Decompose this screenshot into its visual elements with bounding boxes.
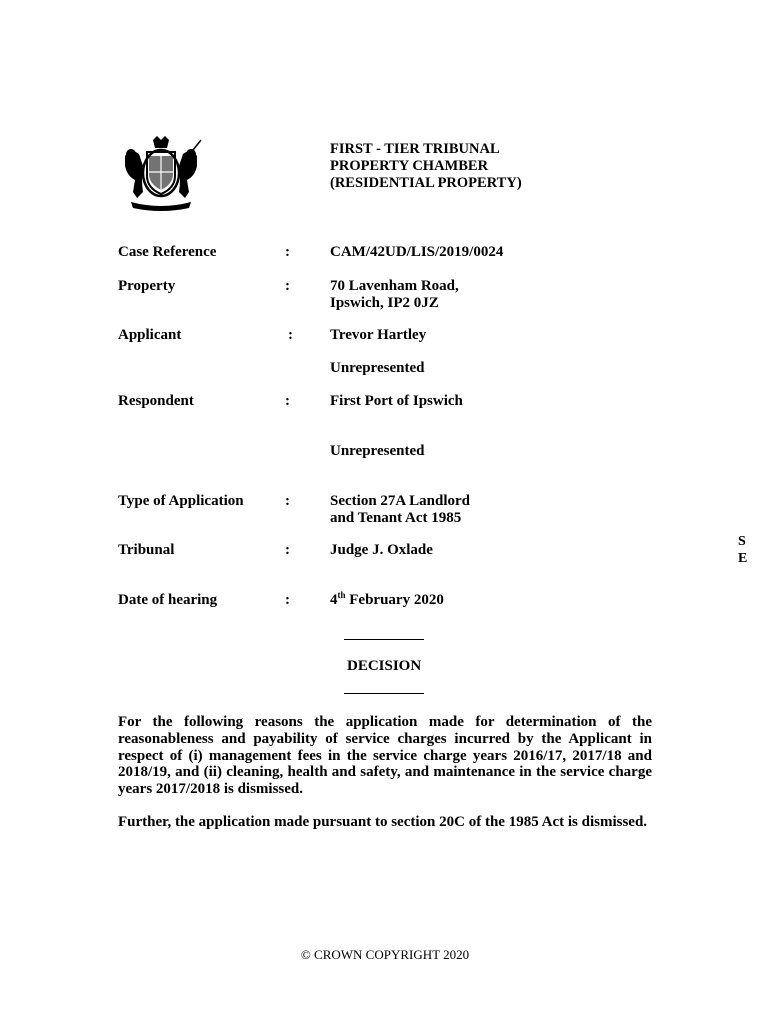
respondent-representation: Unrepresented <box>330 443 425 459</box>
applicant-colon: : <box>288 327 293 343</box>
type-of-application-value-line-1: Section 27A Landlord <box>330 493 471 509</box>
date-of-hearing-day: 4 <box>330 592 338 608</box>
tribunal-header <box>330 141 522 192</box>
applicant-value: Trevor Hartley <box>330 327 427 343</box>
respondent-colon: : <box>285 393 290 409</box>
property-value-line-1: 70 Lavenham Road, <box>330 278 459 294</box>
applicant-label: Applicant <box>118 327 182 343</box>
header-line-1: FIRST - TIER TRIBUNAL <box>330 141 500 157</box>
decision-paragraph-2: Further, the application made pursuant to section 20C of the 1985 Act is dismissed. <box>118 814 648 830</box>
type-of-application-label: Type of Application <box>118 493 244 509</box>
decision-title: DECISION <box>347 658 422 674</box>
applicant-representation: Unrepresented <box>330 360 425 376</box>
date-of-hearing-colon: : <box>285 592 290 608</box>
tribunal-colon: : <box>285 542 290 558</box>
case-reference-colon: : <box>285 244 290 260</box>
tribunal-value: Judge J. Oxlade <box>330 542 433 558</box>
property-colon: : <box>285 278 290 294</box>
respondent-label: Respondent <box>118 393 194 409</box>
case-reference-label: Case Reference <box>118 244 217 260</box>
header-line-2: PROPERTY CHAMBER <box>330 158 489 174</box>
property-label: Property <box>118 278 176 294</box>
case-reference-value: CAM/42UD/LIS/2019/0024 <box>330 244 504 260</box>
date-of-hearing-value <box>330 592 444 609</box>
decision-divider-top <box>344 639 424 640</box>
date-of-hearing-month-year: February 2020 <box>345 592 444 608</box>
royal-coat-of-arms-icon <box>117 136 205 212</box>
type-of-application-colon: : <box>285 493 290 509</box>
decision-divider-bottom <box>344 693 424 694</box>
property-value-line-2: Ipswich, IP2 0JZ <box>330 295 439 311</box>
copyright-footer: © CROWN COPYRIGHT 2020 <box>300 947 470 962</box>
respondent-value: First Port of Ipswich <box>330 393 463 409</box>
side-margin-line-1: S <box>738 534 746 549</box>
type-of-application-value-line-2: and Tenant Act 1985 <box>330 510 462 526</box>
tribunal-label: Tribunal <box>118 542 175 558</box>
date-of-hearing-day-suffix: th <box>337 590 346 600</box>
date-of-hearing-label: Date of hearing <box>118 592 218 608</box>
side-margin-text <box>738 533 747 567</box>
side-margin-line-2: E <box>738 551 748 566</box>
decision-paragraph-1: For the following reasons the application made for determination of the reasonableness and payability of service charges incurred by the Applicant in respect of (i) management fees in the service charge years 2016/17, 2017/18 and 2018/19, and (ii) cleaning, health and safety, and maintenance in the service charge years 2017/2018 is dismissed. <box>118 714 652 798</box>
header-line-3: (RESIDENTIAL PROPERTY) <box>330 175 522 191</box>
